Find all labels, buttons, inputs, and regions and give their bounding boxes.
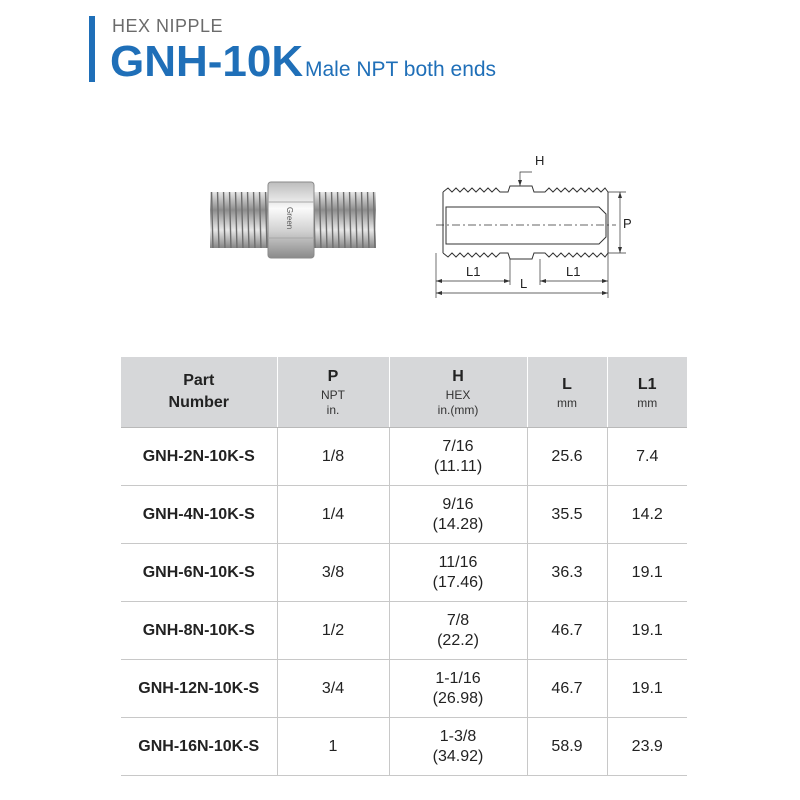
cell-p: 3/8 <box>277 544 389 602</box>
cell-l: 36.3 <box>527 544 607 602</box>
header-l: L mm <box>527 357 607 428</box>
header-p: P NPT in. <box>277 357 389 428</box>
table-row <box>121 544 687 602</box>
diagram-label-l1-left: L1 <box>466 264 481 279</box>
cell-part-number: GNH-8N-10K-S <box>121 602 277 660</box>
cell-l1: 19.1 <box>607 660 687 718</box>
cell-p: 3/4 <box>277 660 389 718</box>
table-row <box>121 602 687 660</box>
diagram-label-l: L <box>520 276 528 291</box>
cell-part-number: GNH-6N-10K-S <box>121 544 277 602</box>
technical-diagram <box>430 150 640 300</box>
product-subtitle: Male NPT both ends <box>305 58 497 81</box>
cell-l1: 14.2 <box>607 486 687 544</box>
product-model: GNH-10K <box>110 37 304 86</box>
cell-l: 46.7 <box>527 660 607 718</box>
brand-marking: Green <box>285 207 294 230</box>
cell-l1: 19.1 <box>607 602 687 660</box>
table-header-row <box>121 357 687 428</box>
cell-h: 7/16 (11.11) <box>389 428 527 486</box>
cell-h: 11/16 (17.46) <box>389 544 527 602</box>
cell-part-number: GNH-12N-10K-S <box>121 660 277 718</box>
cell-h: 1-3/8 (34.92) <box>389 718 527 776</box>
header-h: H HEX in.(mm) <box>389 357 527 428</box>
cell-l1: 23.9 <box>607 718 687 776</box>
cell-h: 7/8 (22.2) <box>389 602 527 660</box>
cell-l: 46.7 <box>527 602 607 660</box>
table-row <box>121 428 687 486</box>
table-row <box>121 660 687 718</box>
product-category: HEX NIPPLE <box>112 16 224 36</box>
cell-part-number: GNH-4N-10K-S <box>121 486 277 544</box>
cell-h: 1-1/16 (26.98) <box>389 660 527 718</box>
table-row <box>121 486 687 544</box>
cell-p: 1/2 <box>277 602 389 660</box>
cell-part-number: GNH-16N-10K-S <box>121 718 277 776</box>
diagram-label-l1-right: L1 <box>566 264 581 279</box>
cell-l1: 19.1 <box>607 544 687 602</box>
header-l1: L1 mm <box>607 357 687 428</box>
cell-p: 1 <box>277 718 389 776</box>
diagram-label-p: P <box>623 216 632 231</box>
cell-h: 9/16 (14.28) <box>389 486 527 544</box>
cell-l1: 7.4 <box>607 428 687 486</box>
accent-bar <box>89 16 95 82</box>
cell-part-number: GNH-2N-10K-S <box>121 428 277 486</box>
table-row <box>121 718 687 776</box>
product-photo <box>186 170 396 270</box>
spec-table <box>121 357 687 776</box>
cell-l: 58.9 <box>527 718 607 776</box>
diagram-label-h: H <box>535 153 545 168</box>
cell-l: 35.5 <box>527 486 607 544</box>
cell-p: 1/8 <box>277 428 389 486</box>
cell-p: 1/4 <box>277 486 389 544</box>
header-part-number: Part Number <box>121 357 277 428</box>
cell-l: 25.6 <box>527 428 607 486</box>
